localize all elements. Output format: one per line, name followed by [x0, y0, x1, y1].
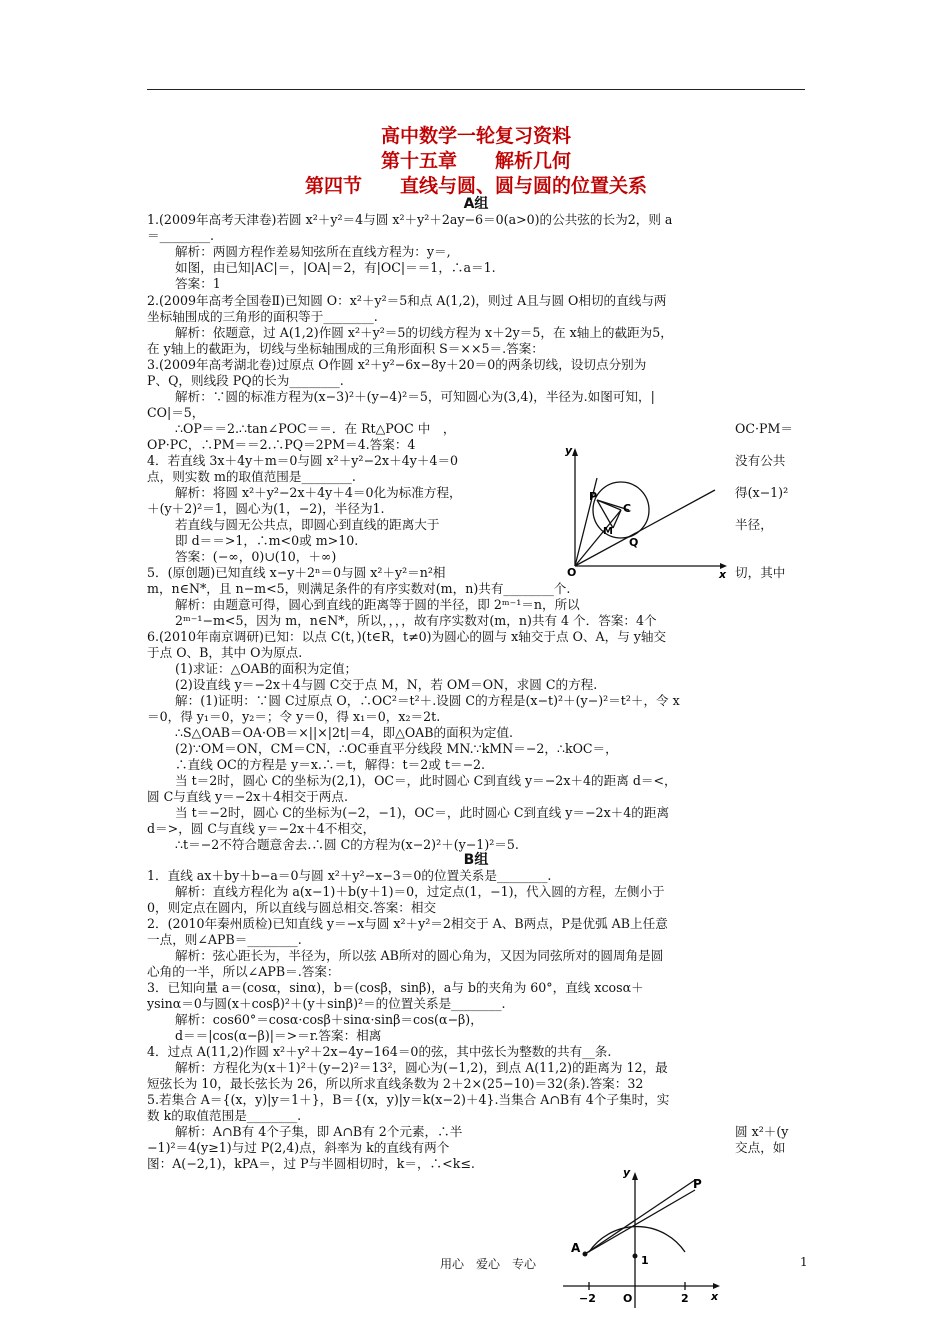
text-line: 答案：1: [175, 276, 221, 291]
group-b-heading: B组: [463, 852, 489, 868]
label-o: O: [623, 1292, 633, 1305]
doc-title: 高中数学一轮复习资料: [380, 125, 571, 147]
text-line: 图：A(−2,1)，kPA＝，过 P与半圆相切时，k＝，∴<k≤.: [147, 1156, 475, 1171]
text-line: 1.(2009年高考天津卷)若圆 x²＋y²＝4与圆 x²＋y²＋2ay−6＝0(a>0)的公共弦的长为2，则 a: [147, 212, 673, 227]
text-line: m，n∈N*，且 n−m<5，则满足条件的有序实数对(m，n)共有________个.: [147, 581, 571, 596]
footer-motto: 用心 爱心 专心: [440, 1257, 537, 1271]
text-line: 圆 x²＋(y: [735, 1124, 789, 1139]
page-number: 1: [800, 1255, 808, 1269]
text-line: 解析：A∩B有 4个子集，即 A∩B有 2个元素，∴半: [175, 1124, 463, 1139]
label-p: P: [589, 490, 598, 503]
text-line: 得(x−1)²: [735, 485, 789, 500]
text-line: 没有公共: [735, 453, 786, 468]
label-y: y: [565, 444, 573, 457]
section-title: 第四节 直线与圆、圆与圆的位置关系: [304, 175, 647, 197]
text-line: 解析：∵圆的标准方程为(x−3)²＋(y−4)²＝5，可知圆心为(3,4)，半径为.如图可知，|: [175, 389, 655, 404]
text-line: d＝>，圆 C与直线 y＝−2x＋4不相交，: [147, 821, 376, 836]
label-a: A: [571, 1241, 581, 1255]
text-line: 在 y轴上的截距为，切线与坐标轴围成的三角形面积 S＝××5＝.答案：: [147, 341, 544, 356]
text-line: ∴t＝−2不符合题意舍去.∴圆 C的方程为(x−2)²＋(y−1)²＝5.: [175, 837, 519, 852]
text-line: 3.(2009年高考湖北卷)过原点 O作圆 x²＋y²−6x−8y＋20＝0的两条切线，设切点分别为: [147, 357, 647, 372]
text-line: 解：(1)证明：∵圆 C过原点 O，∴OC²＝t²＋.设圆 C的方程是(x−t)²＋(y−)²＝t²＋，令 x: [175, 693, 680, 708]
text-line: 心角的一半，所以∠APB＝.答案：: [147, 964, 340, 979]
text-line: 圆 C与直线 y＝−2x＋4相交于两点.: [147, 789, 348, 804]
text-line: ysinα＝0与圆(x＋cosβ)²＋(y＋sinβ)²＝的位置关系是________.: [147, 996, 506, 1011]
text-line: 解析：将圆 x²＋y²−2x＋4y＋4＝0化为标准方程，: [175, 485, 462, 500]
text-line: 2.(2009年高考全国卷Ⅱ)已知圆 O：x²＋y²＝5和点 A(1,2)，则过 A且与圆 O相切的直线与两: [147, 293, 667, 308]
text-line: 短弦长为 10，最长弦长为 26，所以所求直线条数为 2＋2×(25−10)＝32(条).答案：32: [147, 1076, 644, 1091]
text-line: 5.若集合 A＝{(x，y)|y＝1＋}，B＝{(x，y)|y＝k(x−2)＋4}.当集合 A∩B有 4个子集时，实: [147, 1092, 670, 1107]
text-line: CO|＝5，: [147, 405, 205, 420]
text-line: ∴OP＝＝2.∴tan∠POC＝＝．在 Rt△POC 中 ，: [175, 421, 456, 436]
label-neg2: −2: [579, 1292, 596, 1305]
label-one: 1: [641, 1254, 649, 1267]
text-line: 数 k的取值范围是________.: [147, 1108, 302, 1123]
text-line: 5．(原创题)已知直线 x−y＋2ⁿ＝0与圆 x²＋y²＝n²相: [147, 565, 446, 580]
text-line: −1)²＝4(y≥1)与过 P(2,4)点，斜率为 k的直线有两个: [147, 1140, 450, 1155]
text-line: 4．若直线 3x＋4y＋m＝0与圆 x²＋y²−2x＋4y＋4＝0: [147, 453, 459, 468]
text-line: 1．直线 ax＋by＋b−a＝0与圆 x²＋y²−x−3＝0的位置关系是________.: [147, 868, 552, 883]
text-line: 2．(2010年秦州质检)已知直线 y＝−x与圆 x²＋y²＝2相交于 A、B两点，P是优弧 AB上任意: [147, 916, 668, 931]
text-line: 2ᵐ⁻¹−m<5，因为 m，n∈N*，所以，，，，故有序实数对(m，n)共有 4 个．答案：4个: [175, 613, 657, 628]
text-line: 解析：依题意，过 A(1,2)作圆 x²＋y²＝5的切线方程为 x＋2y＝5，在 x轴上的截距为5，: [175, 325, 673, 340]
text-line: 0，则定点在圆内，所以直线与圆总相交.答案：相交: [147, 900, 437, 915]
label-c: C: [623, 502, 632, 515]
text-line: d＝＝|cos(α−β)|＝>＝r.答案：相离: [175, 1028, 382, 1043]
text-line: ＝0，得 y₁＝0，y₂＝；令 y＝0，得 x₁＝0，x₂＝2t.: [147, 709, 441, 724]
text-line: 当 t＝−2时，圆心 C的坐标为(−2，−1)，OC＝，此时圆心 C到直线 y＝−2x＋4的距离: [175, 805, 670, 820]
text-line: ∴S△OAB＝OA·OB＝×||×|2t|＝4，即△OAB的面积为定值.: [175, 725, 514, 740]
text-line: 解析：直线方程化为 a(x−1)＋b(y＋1)＝0，过定点(1，−1)，代入圆的方程，左侧小于: [175, 884, 665, 899]
label-m: M: [603, 526, 613, 537]
figure-tangent-circle: [545, 438, 735, 578]
text-line: 于点 O、B，其中 O为原点.: [147, 645, 303, 660]
label-y: y: [623, 1166, 631, 1179]
text-line: 3．已知向量 a＝(cosα，sinα)，b＝(cosβ，sinβ)，a与 b的夹角为 60°，直线 xcosα＋: [147, 980, 644, 995]
text-line: ＋(y＋2)²＝1，圆心为(1，−2)，半径为1.: [147, 501, 385, 516]
text-line: 解析：cos60°＝cosα·cosβ＋sinα·sinβ＝cos(α−β)，: [175, 1012, 483, 1027]
text-line: 点，则实数 m的取值范围是________.: [147, 469, 356, 484]
text-line: 切，其中: [735, 565, 786, 580]
text-line: P、Q，则线段 PQ的长为________.: [147, 373, 344, 388]
text-line: (2)设直线 y＝−2x＋4与圆 C交于点 M，N，若 OM＝ON，求圆 C的方程.: [175, 677, 598, 692]
group-a-heading: A组: [463, 196, 489, 212]
label-o: O: [567, 566, 577, 578]
header-rule: [147, 89, 805, 90]
label-q: Q: [629, 536, 639, 549]
text-line: OC·PM＝: [735, 421, 793, 436]
text-line: 若直线与圆无公共点，即圆心到直线的距离大于: [175, 517, 440, 532]
text-line: (2)∵OM＝ON，CM＝CN，∴OC垂直平分线段 MN.∵kMN＝−2，∴kOC＝，: [175, 741, 618, 756]
text-line: 半径，: [735, 517, 773, 532]
figure-semicircle: [555, 1162, 755, 1312]
label-x: x: [711, 1290, 719, 1303]
chapter-title: 第十五章 解析几何: [380, 150, 571, 172]
label-two: 2: [681, 1292, 689, 1305]
text-line: 即 d＝＝>1，∴m<0或 m>10.: [175, 533, 359, 548]
text-line: 答案：(−∞，0)∪(10，＋∞): [175, 549, 337, 564]
text-line: 解析：由题意可得，圆心到直线的距离等于圆的半径，即 2ᵐ⁻¹＝n，所以: [175, 597, 580, 612]
text-line: 解析：两圆方程作差易知弦所在直线方程为：y＝,: [175, 244, 451, 259]
text-line: ∴直线 OC的方程是 y＝x.∴＝t，解得：t＝2或 t＝−2.: [175, 757, 486, 772]
text-line: 解析：弦心距长为，半径为，所以弦 AB所对的圆心角为，又因为同弦所对的圆周角是圆: [175, 948, 664, 963]
text-line: 6.(2010年南京调研)已知：以点 C(t，)(t∈R，t≠0)为圆心的圆与 x轴交于点 O、A，与 y轴交: [147, 629, 667, 644]
text-line: 交点，如: [735, 1140, 786, 1155]
text-line: 坐标轴围成的三角形的面积等于________.: [147, 309, 378, 324]
text-line: 4．过点 A(11,2)作圆 x²＋y²＋2x−4y−164＝0的弦，其中弦长为整数的共有__条.: [147, 1044, 612, 1059]
text-line: ＝________.: [147, 228, 214, 243]
label-x: x: [719, 568, 727, 578]
semicircle: [589, 1227, 685, 1252]
label-p: P: [693, 1177, 702, 1191]
text-line: 解析：方程化为(x＋1)²＋(y−2)²＝13²，圆心为(−1,2)，到点 A(11,2)的距离为 12，最: [175, 1060, 668, 1075]
text-line: 一点，则∠APB＝________.: [147, 932, 302, 947]
text-line: (1)求证：△OAB的面积为定值；: [175, 661, 358, 676]
text-line: OP·PC，∴PM＝＝2.∴PQ＝2PM＝4.答案：4: [147, 437, 416, 452]
text-line: 如图，由已知|AC|＝，|OA|＝2，有|OC|＝＝1，∴a＝1.: [175, 260, 496, 275]
text-line: 当 t＝2时，圆心 C的坐标为(2,1)，OC＝，此时圆心 C到直线 y＝−2x＋4的距离 d＝<，: [175, 773, 677, 788]
